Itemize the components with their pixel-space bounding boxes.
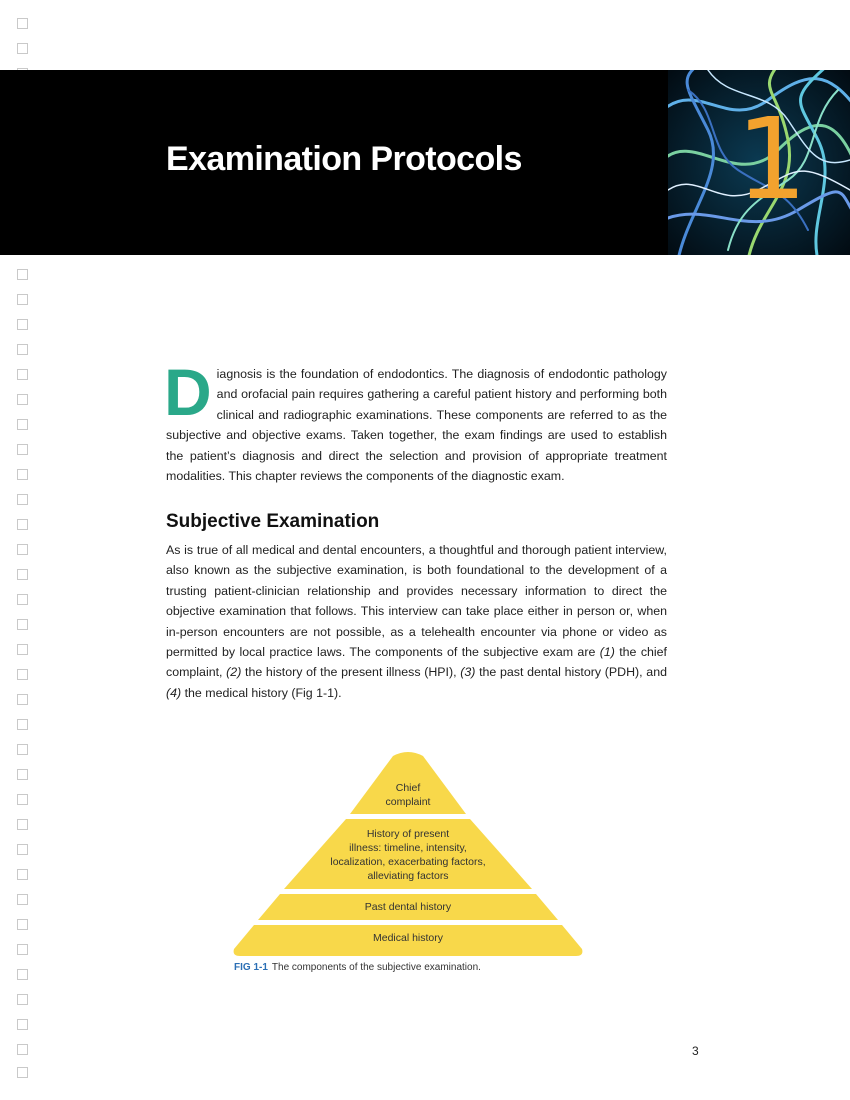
- margin-square: [17, 1067, 28, 1078]
- margin-square: [17, 394, 28, 405]
- margin-square: [17, 469, 28, 480]
- figure-caption-text: The components of the subjective examination.: [271, 962, 481, 973]
- page-number: 3: [692, 1044, 699, 1058]
- figure-label: FIG 1-1: [234, 962, 268, 973]
- margin-square: [17, 18, 28, 29]
- margin-square: [17, 669, 28, 680]
- margin-square: [17, 269, 28, 280]
- section-text: the chief complaint,: [166, 645, 667, 680]
- list-marker: (2): [226, 665, 242, 680]
- subjective-exam-pyramid: [230, 752, 586, 958]
- margin-square: [17, 544, 28, 555]
- tier-label-chief-complaint: Chief complaint: [385, 782, 431, 808]
- margin-square: [17, 444, 28, 455]
- margin-square: [17, 644, 28, 655]
- margin-square: [17, 369, 28, 380]
- margin-square: [17, 519, 28, 530]
- section-text: As is true of all medical and dental encounters, a thoughtful and thorough patient interview, also known as the subjective examination, is both foundational to the development of a trusting patient-clinician relationship and provides necessary information to direct the objective examination that follows. This interview can take place either in person or, when in-person encounters are not possible, as a telehealth encounter via phone or video as permitted by local practice laws. The components of the subjective exam are: [166, 543, 667, 660]
- margin-square: [17, 594, 28, 605]
- margin-square: [17, 1044, 28, 1055]
- margin-square: [17, 719, 28, 730]
- intro-paragraph: [164, 355, 667, 486]
- margin-square: [17, 619, 28, 630]
- subjective-examination-section: [166, 510, 667, 703]
- chapter-title: Examination Protocols: [166, 140, 522, 178]
- margin-square: [17, 969, 28, 980]
- margin-square: [17, 494, 28, 505]
- margin-square: [17, 294, 28, 305]
- chapter-number: 1: [736, 95, 808, 225]
- section-heading: Subjective Examination: [166, 511, 380, 532]
- tier-label-hpi: History of present illness: timeline, intensity, localization, exacerbating factors, alleviating factors: [330, 828, 486, 882]
- margin-square: [17, 694, 28, 705]
- margin-square: [17, 869, 28, 880]
- intro-text: iagnosis is the foundation of endodontics. The diagnosis of endodontic pathology and orofacial pain requires gathering a careful patient history and performing both clinical and radiographic examinations. These components are referred to as the subjective and objective exams. Taken together, the exam findings are used to establish the patient’s diagnosis and direct the selection and provision of appropriate treatment modalities. This chapter reviews the components of the diagnostic exam.: [166, 367, 667, 484]
- drop-cap: D: [164, 355, 212, 429]
- margin-square: [17, 43, 28, 54]
- section-paragraph: [166, 540, 667, 703]
- margin-square: [17, 944, 28, 955]
- tier-label-past-dental-history: Past dental history: [364, 901, 452, 913]
- margin-square: [17, 1019, 28, 1030]
- tier-label-medical-history: Medical history: [372, 932, 444, 944]
- list-marker: (1): [599, 645, 615, 660]
- margin-square: [17, 794, 28, 805]
- section-text: the medical history (Fig 1-1).: [181, 685, 342, 700]
- margin-square: [17, 744, 28, 755]
- margin-square: [17, 769, 28, 780]
- margin-square: [17, 919, 28, 930]
- section-text: the past dental history (PDH), and: [475, 665, 667, 680]
- margin-square: [17, 819, 28, 830]
- margin-square: [17, 344, 28, 355]
- margin-square: [17, 419, 28, 430]
- list-marker: (3): [460, 665, 476, 680]
- section-text: the history of the present illness (HPI),: [241, 665, 461, 680]
- margin-square: [17, 319, 28, 330]
- margin-square: [17, 844, 28, 855]
- figure-caption: [234, 962, 481, 973]
- margin-square: [17, 994, 28, 1005]
- margin-square: [17, 894, 28, 905]
- list-marker: (4): [166, 685, 182, 700]
- margin-square: [17, 569, 28, 580]
